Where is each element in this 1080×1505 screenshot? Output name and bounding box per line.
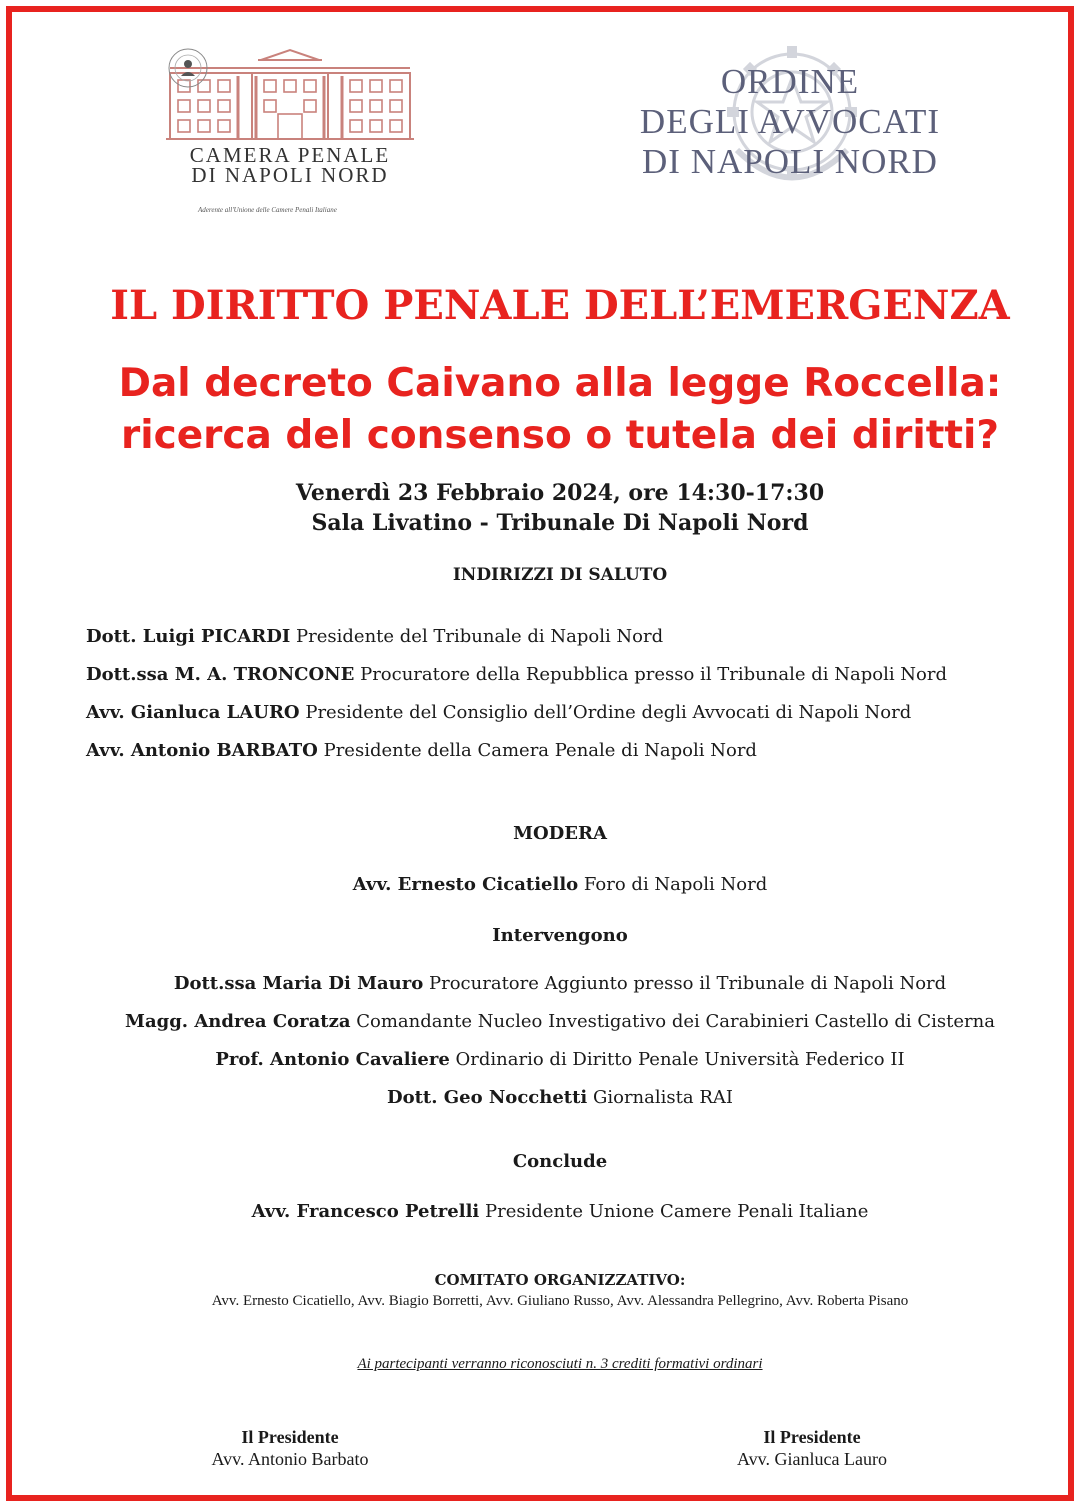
signature-role: Il Presidente xyxy=(763,1427,861,1447)
subtitle-line-1: Dal decreto Caivano alla legge Roccella: xyxy=(118,361,1002,406)
intervento-item xyxy=(40,1087,1080,1125)
speaker-name: Dott.ssa Maria Di Mauro xyxy=(173,973,424,994)
speaker-role: Procuratore Aggiunto presso il Tribunale di Napoli Nord xyxy=(429,973,947,994)
camera-penale-name: CAMERA PENALE xyxy=(189,143,391,167)
event-date: Venerdì 23 Febbraio 2024, ore 14:30-17:30 xyxy=(295,480,825,506)
moderator xyxy=(40,874,1080,912)
speaker-role: Ordinario di Diritto Penale Università Federico II xyxy=(455,1049,905,1070)
comitato-heading: COMITATO ORGANIZZATIVO: xyxy=(434,1271,686,1289)
conclude-heading: Conclude xyxy=(512,1151,608,1172)
crediti-note: Ai partecipanti verranno riconosciuti n. 3 crediti formativi ordinari xyxy=(357,1356,763,1372)
saluti-item xyxy=(86,664,947,702)
speaker-role: Foro di Napoli Nord xyxy=(583,874,768,895)
speaker-name: Dott. Luigi PICARDI xyxy=(86,626,291,647)
adherent-note: Aderente all'Unione delle Camere Penali Italiane xyxy=(198,206,337,214)
signature-role: Il Presidente xyxy=(241,1427,339,1447)
intervento-item xyxy=(40,973,1080,1011)
speaker-role: Presidente del Consiglio dell’Ordine degli Avvocati di Napoli Nord xyxy=(305,702,912,723)
speaker-name: Dott.ssa M. A. TRONCONE xyxy=(86,664,355,685)
saluti-item xyxy=(86,702,947,740)
event-details xyxy=(40,478,1080,538)
signature-left xyxy=(140,1426,440,1470)
subtitle-line-2: ricerca del consenso o tutela dei diritti? xyxy=(120,413,1000,458)
speaker-role: Presidente della Camera Penale di Napoli Nord xyxy=(323,740,757,761)
event-place: Sala Livatino - Tribunale Di Napoli Nord xyxy=(311,510,809,536)
speaker-name: Avv. Ernesto Cicatiello xyxy=(352,874,579,895)
saluti-item xyxy=(86,626,947,664)
intervengono-heading: Intervengono xyxy=(492,925,628,946)
page-title: IL DIRITTO PENALE DELL’EMERGENZA xyxy=(110,282,1010,329)
speaker-role: Procuratore della Repubblica presso il Tribunale di Napoli Nord xyxy=(360,664,948,685)
ucpi-seal-icon xyxy=(166,46,210,90)
camera-penale-city: DI NAPOLI NORD xyxy=(191,163,389,187)
speaker-name: Prof. Antonio Cavaliere xyxy=(215,1049,450,1070)
speaker-name: Magg. Andrea Coratza xyxy=(125,1011,351,1032)
camera-penale-logo xyxy=(160,40,420,230)
modera-line xyxy=(40,874,1080,912)
speaker-role: Giornalista RAI xyxy=(592,1087,733,1108)
saluti-item xyxy=(86,740,947,778)
signature-name: Avv. Gianluca Lauro xyxy=(737,1449,887,1469)
speaker-name: Avv. Gianluca LAURO xyxy=(86,702,300,723)
conclude-line xyxy=(40,1201,1080,1239)
concluding-speaker xyxy=(40,1201,1080,1239)
intervengono-list xyxy=(40,973,1080,1125)
ordine-line-1: ORDINE xyxy=(720,62,860,101)
speaker-role: Presidente del Tribunale di Napoli Nord xyxy=(296,626,664,647)
page-subtitle xyxy=(40,358,1080,462)
comitato-members: Avv. Ernesto Cicatiello, Avv. Biagio Borretti, Avv. Giuliano Russo, Avv. Alessandra Pellegrino, Avv. Roberta Pisano xyxy=(211,1293,909,1309)
speaker-name: Avv. Francesco Petrelli xyxy=(251,1201,480,1222)
saluti-heading: INDIRIZZI DI SALUTO xyxy=(452,565,668,585)
speaker-name: Avv. Antonio BARBATO xyxy=(86,740,318,761)
ordine-line-2: DEGLI AVVOCATI xyxy=(639,102,941,141)
intervento-item xyxy=(40,1049,1080,1087)
signature-right xyxy=(662,1426,962,1470)
ordine-line-3: DI NAPOLI NORD xyxy=(642,142,938,181)
modera-heading: MODERA xyxy=(513,823,607,844)
speaker-role: Comandante Nucleo Investigativo dei Carabinieri Castello di Cisterna xyxy=(356,1011,995,1032)
ordine-avvocati-logo xyxy=(612,30,968,220)
speaker-role: Presidente Unione Camere Penali Italiane xyxy=(485,1201,869,1222)
signature-name: Avv. Antonio Barbato xyxy=(211,1449,369,1469)
speaker-name: Dott. Geo Nocchetti xyxy=(386,1087,588,1108)
saluti-list xyxy=(86,626,947,778)
intervento-item xyxy=(40,1011,1080,1049)
